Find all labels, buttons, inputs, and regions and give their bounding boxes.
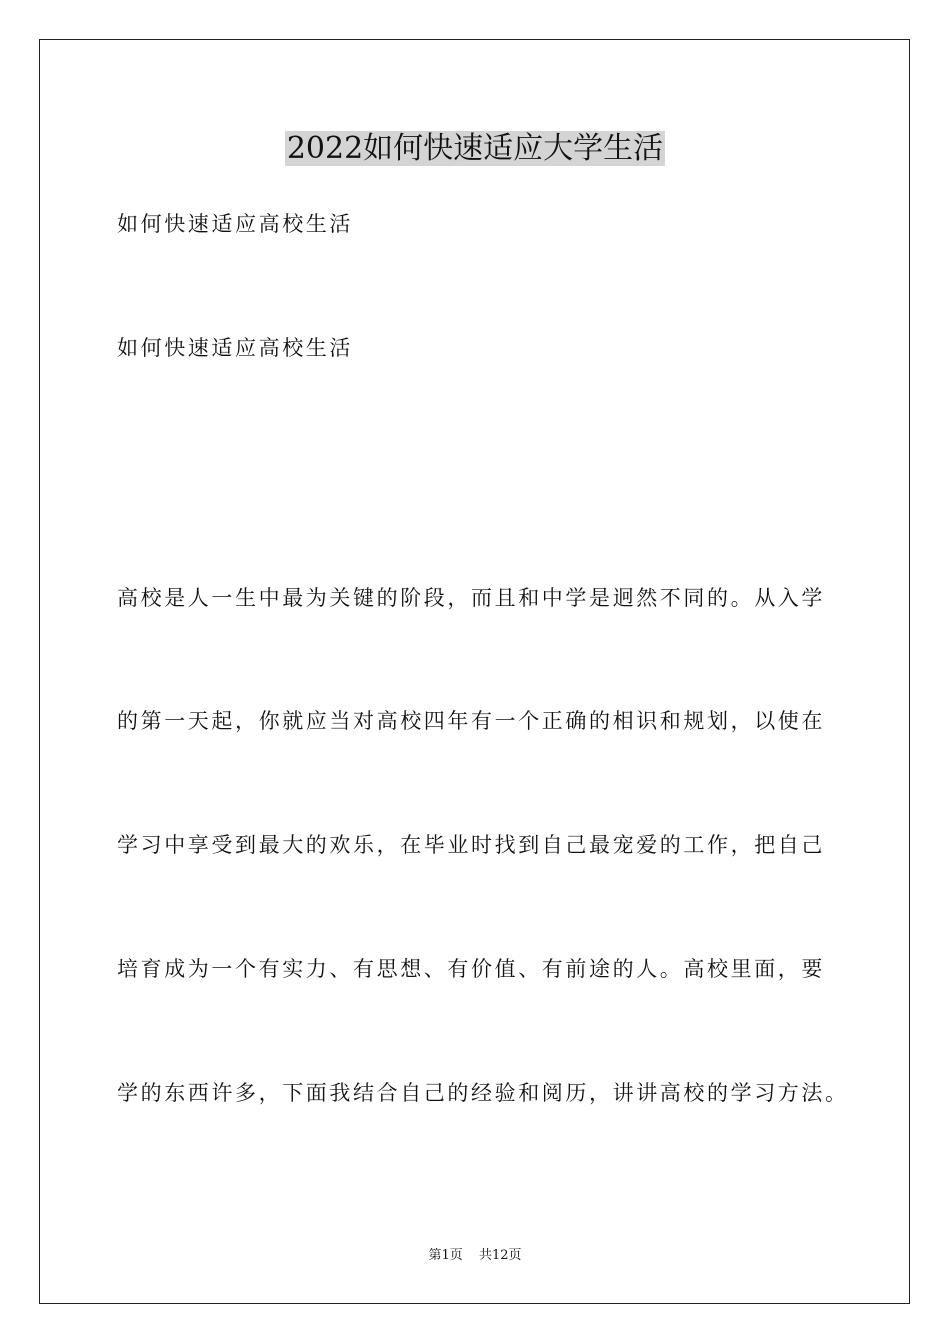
paragraph-line: 高校是人一生中最为关键的阶段，而且和中学是迥然不同的。从入学 [117, 586, 825, 610]
subtitle-line: 如何快速适应高校生活 [117, 336, 353, 360]
title-text: 2022如何快速适应大学生活 [286, 131, 664, 166]
page-number: 第1页 [428, 1248, 463, 1263]
page-total: 共12页 [478, 1248, 522, 1263]
subtitle-line: 如何快速适应高校生活 [117, 212, 353, 236]
document-title [0, 128, 950, 170]
paragraph-line: 的第一天起，你就应当对高校四年有一个正确的相识和规划，以使在 [117, 709, 825, 733]
paragraph-line: 学的东西许多，下面我结合自己的经验和阅历，讲讲高校的学习方法。 [117, 1081, 849, 1105]
paragraph-line: 学习中享受到最大的欢乐，在毕业时找到自己最宠爱的工作，把自己 [117, 833, 825, 857]
page-footer [0, 1247, 950, 1265]
paragraph-line: 培育成为一个有实力、有思想、有价值、有前途的人。高校里面，要 [117, 957, 825, 981]
